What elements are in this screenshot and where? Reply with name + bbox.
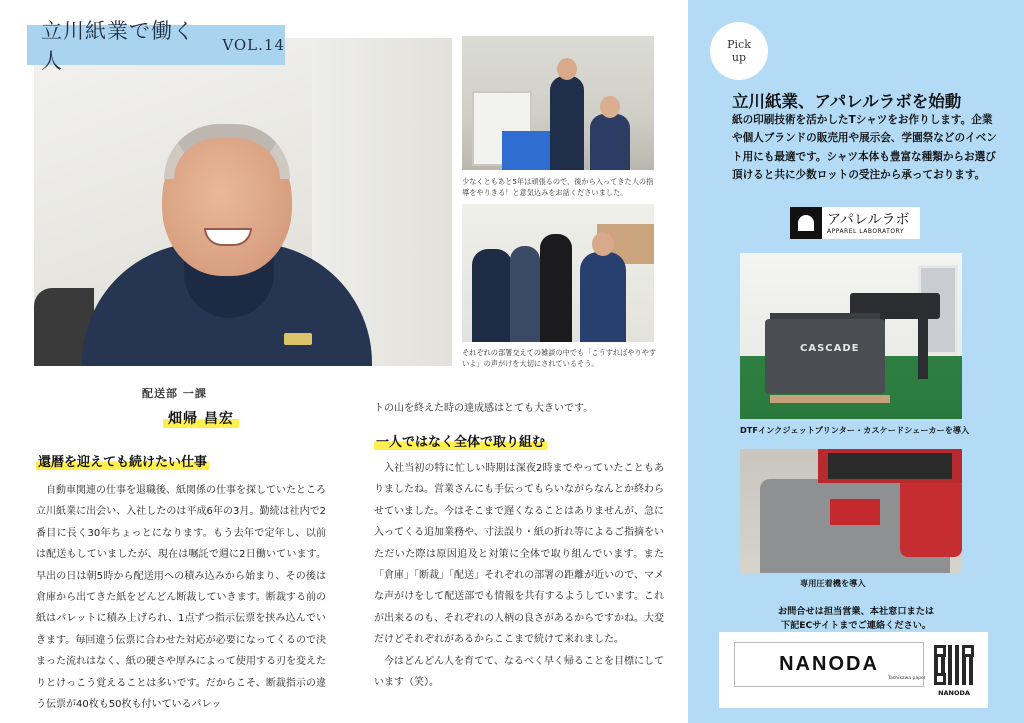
qr-label: NANODA: [938, 689, 970, 697]
contact-line-1: お問合せは担当営業、本社窓口または: [777, 606, 935, 617]
shop-logo: NANODA: [779, 653, 879, 675]
contact-note: [716, 605, 996, 633]
section2-paragraph-1: 入社当初の特に忙しい時期は深夜2時までやっていたこともありましたね。営業さんにも手伝ってもらいながらなんとか終わらせていました。今はそこまで遅くなることはありませんが、急に入ってくる追加業務や、寸法誤り・紙の折れ等によるご指摘をいただいた際は原因追及と対策に全体で取り組んでいます。また「倉庫」「断裁」「配送」それぞれの部署の距離が近いので、マメな声がけをして配送部でも情報を共有するようしています。これが出来るのも、それぞれの人柄の良さがあるからですかね。大変だけどそれぞれがあるからここまで続けて来れました。: [374, 463, 664, 646]
qr-code-icon[interactable]: [934, 645, 974, 685]
person-name: 畑帰 昌宏: [163, 408, 239, 428]
contact-line-2: 下記ECサイトまでご連絡ください。: [780, 620, 932, 631]
printer-photo: [740, 253, 962, 419]
section2-heading: 一人ではなく全体で取り組む: [374, 431, 547, 450]
section2-text: [374, 458, 664, 693]
work-photo: [462, 36, 654, 170]
printer-brand-label: CASCADE: [800, 343, 860, 354]
section1-text: 自動車関連の仕事を退職後、紙関係の仕事を探していたところ立川紙業に出会い、入社したのは平成6年の3月。勤続は社内で2番目に長く30年ちょっとになります。もう去年で定年し、以前は配送もしていましたが、現在は嘱託で週に2日働いています。早出の日は朝5時から配送用への積み込みから始まり、その後は倉庫から出てきた紙をどんどん断裁していきます。断裁する前の紙はパレットに積み上げられ、1点ずつ指示伝票を挟み込んでいきます。毎回違う伝票に合わせた対応が必要になってくるので決まった流れはなく、紙の硬さや厚みによって使用する刃を変えたりとけっこう覚えることは多いです。だからこそ、断裁指示の違う伝票が40枚も50枚も付いているパレッ: [36, 485, 326, 711]
pickup-badge: [710, 22, 768, 80]
portrait-photo: [34, 38, 452, 366]
apparel-lab-logo-en: APPAREL LABORATORY: [827, 227, 904, 235]
printer-caption: DTFインクジェットプリンター・カスケードシェーカーを導入: [740, 425, 970, 435]
series-title-banner: [27, 19, 285, 73]
work-photo-caption: 少なくともあと5年は頑張るので、後から入ってきた人の指導をやりきる！と意気込みをお話くださいました。: [462, 177, 654, 197]
team-photo-caption: それぞれの部署交えての雑談の中でも「こうすればやりやすいよ」の声がけを大切にされているそう。: [462, 348, 657, 368]
heat-press-caption: 専用圧着機を導入: [800, 578, 866, 588]
series-title: 立川紙業で働く人: [41, 19, 195, 73]
pickup-badge-line1: Pick: [727, 38, 751, 51]
pickup-title: 立川紙業、アパレルラボを始動: [732, 92, 962, 111]
apparel-lab-logo: [790, 207, 920, 239]
team-talk-photo: [462, 204, 654, 342]
pickup-badge-line2: up: [731, 51, 747, 64]
apparel-lab-logo-jp: アパレルラボ: [827, 211, 910, 228]
section1-continued-text: トの山を終えた時の達成感はとても大きいです。: [374, 403, 594, 414]
section1-heading: 還暦を迎えても続けたい仕事: [36, 451, 209, 470]
section2-paragraph-2: 今はどんどん人を育てて、なるべく早く帰ることを目標にしています（笑）。: [374, 655, 664, 689]
shop-sub-label: Tachikawa paper: [888, 676, 926, 681]
pickup-body: 紙の印刷技術を活かしたTシャツをお作りします。企業や個人ブランドの販売用や展示会、学園祭などのイベント用にも最適です。シャツ本体も豊富な種類からお選び頂けると共に少数ロットの受注から承っております。: [732, 114, 997, 182]
heat-press-photo: [740, 449, 962, 573]
department-label: 配送部 一課: [142, 387, 207, 400]
apparel-lab-mark-icon: [790, 207, 822, 239]
volume-label: VOL.14: [222, 36, 285, 54]
